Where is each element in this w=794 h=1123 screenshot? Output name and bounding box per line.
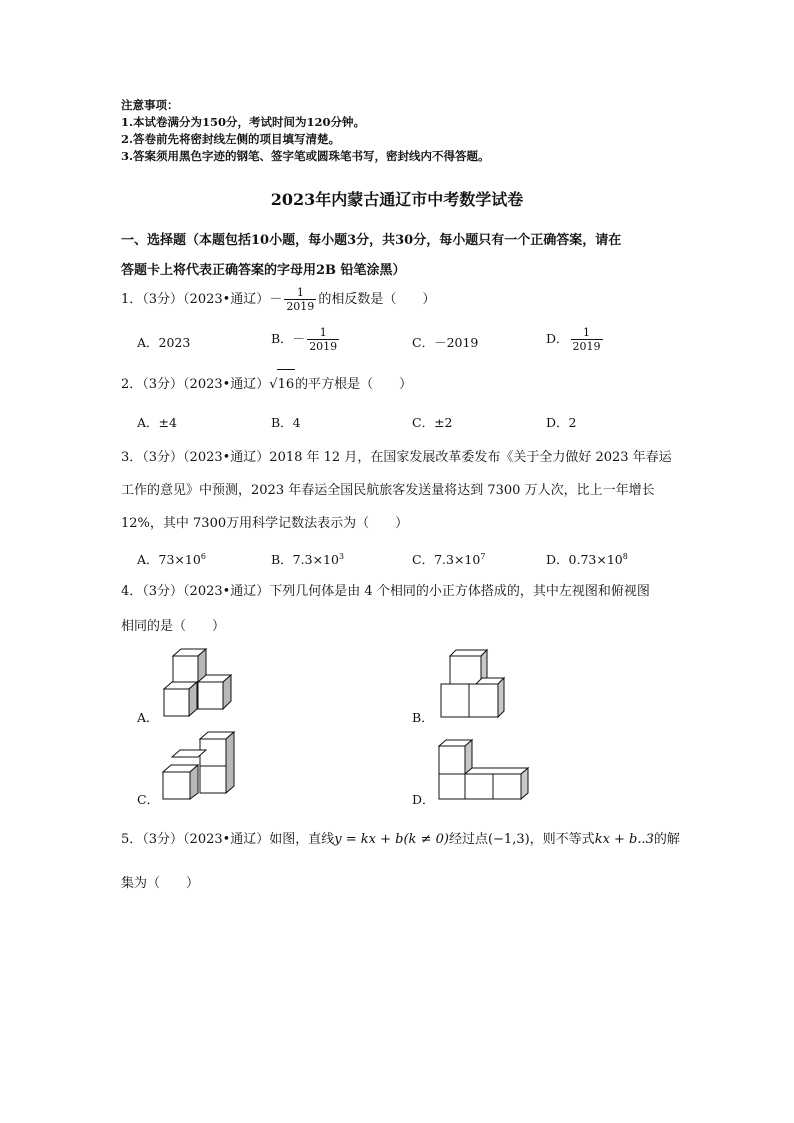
q1-option-b[interactable] (271, 326, 341, 353)
q3-option-b[interactable] (271, 550, 344, 568)
q1-option-d[interactable] (546, 326, 605, 353)
q1-frac-num: 1 (284, 286, 316, 300)
q1-suffix: 的相反数是（ ） (318, 292, 436, 307)
q3-option-c-exp: 7 (480, 551, 486, 561)
notice-block (121, 97, 490, 165)
q5-point: (−1,3) (487, 832, 530, 847)
q3-option-d-exp: 8 (622, 551, 628, 561)
q4-figure-c (158, 730, 243, 802)
q5-mid2: ，则不等式 (529, 832, 595, 847)
q4-option-d-label[interactable]: D． (412, 792, 435, 807)
exam-title: 2023年内蒙古通辽市中考数学试卷 (270, 190, 524, 209)
q5-prefix: 5．（3分）（2023•通辽）如图，直线 (121, 832, 335, 847)
q4-option-c-label[interactable]: C． (137, 792, 160, 807)
q1-option-d-num: 1 (571, 326, 603, 340)
q1-option-d-label: D． (546, 331, 569, 346)
q3-option-a-exp: 6 (200, 551, 206, 561)
section-line-1: 一、选择题（本题包括10小题，每小题3分，共30分，每小题只有一个正确答案，请在 (121, 233, 622, 248)
q2-option-a[interactable]: A．±4 (137, 415, 177, 430)
q2-suffix: 的平方根是（ ） (295, 377, 413, 392)
q1-option-b-fraction (307, 326, 339, 353)
q3-option-c[interactable] (412, 550, 485, 568)
question-4 (121, 574, 681, 644)
q3-option-b-exp: 3 (338, 551, 345, 561)
q3-option-a[interactable] (137, 550, 206, 568)
q1-option-d-fraction (571, 326, 603, 353)
section-heading (121, 226, 681, 286)
q5-line-2: 集为（ ） (121, 876, 200, 891)
q1-fraction (284, 286, 316, 313)
q4-figure-a (155, 648, 240, 720)
question-1 (121, 285, 681, 315)
q4-option-a-label[interactable]: A． (137, 710, 159, 725)
q3-option-a-base: A．73×10 (137, 552, 201, 567)
section-line-2: 答题卡上将代表正确答案的字母用2B 铅笔涂黑） (121, 263, 406, 278)
q4-figure-b (436, 648, 511, 720)
q2-prefix: 2．（3分）（2023•通辽） (121, 377, 270, 392)
q1-option-c[interactable]: C．－2019 (412, 335, 479, 350)
q4-line-1: 4．（3分）（2023•通辽）下列几何体是由 4 个相同的小正方体搭成的，其中左视图和俯视图 (121, 584, 650, 599)
notice-item-2: 2.答卷前先将密封线左侧的项目填写清楚。 (121, 132, 341, 146)
q3-option-d-base: D．0.73×10 (546, 552, 623, 567)
q5-mid: 经过点 (448, 832, 488, 847)
question-2: 2．（3分）（2023•通辽）√16的平方根是（ ） (121, 369, 681, 400)
q1-minus: － (269, 292, 283, 307)
q4-option-b-label[interactable]: B． (412, 710, 434, 725)
question-5 (121, 818, 691, 906)
q5-suffix: 的解 (653, 832, 680, 847)
q1-frac-den: 2019 (286, 300, 315, 313)
q3-line-1: 3．（3分）（2023•通辽）2018 年 12 月，在国家发展改革委发布《关于全力做好 2023 年春运 (121, 450, 672, 465)
q1-option-a[interactable]: A．2023 (137, 335, 191, 350)
q1-option-b-num: 1 (307, 326, 339, 340)
notice-item-1: 1.本试卷满分为150分，考试时间为120分钟。 (121, 115, 366, 129)
q3-line-2: 工作的意见》中预测，2023 年春运全国民航旅客发送量将达到 7300 万人次，比上一年增长 (121, 483, 655, 498)
q4-figure-d (434, 738, 534, 802)
q4-line-2: 相同的是（ ） (121, 619, 226, 634)
q5-line-1 (121, 818, 691, 862)
q1-option-d-den: 2019 (572, 340, 601, 353)
q5-inequality: kx + b..3 (594, 832, 654, 847)
q5-equation: y = kx + b(k ≠ 0) (334, 832, 449, 847)
q3-line-3: 12%，其中 7300万用科学记数法表示为（ ） (121, 516, 409, 531)
q3-option-b-base: B．7.3×10 (271, 552, 339, 567)
question-3 (121, 441, 681, 540)
q2-option-d[interactable]: D．2 (546, 415, 577, 430)
notice-item-3: 3.答案须用黑色字迹的钢笔、签字笔或圆珠笔书写，密封线内不得答题。 (121, 149, 490, 163)
q2-option-b[interactable]: B．4 (271, 415, 301, 430)
q2-option-c[interactable]: C．±2 (412, 415, 453, 430)
q1-prefix: 1．（3分）（2023•通辽） (121, 292, 270, 307)
q3-option-c-base: C．7.3×10 (412, 552, 481, 567)
q1-option-b-label: B．－ (271, 331, 306, 346)
q3-option-d[interactable] (546, 550, 628, 568)
notice-heading: 注意事项： (121, 98, 179, 112)
q1-option-b-den: 2019 (309, 340, 338, 353)
q2-radicand: 16 (277, 369, 296, 400)
